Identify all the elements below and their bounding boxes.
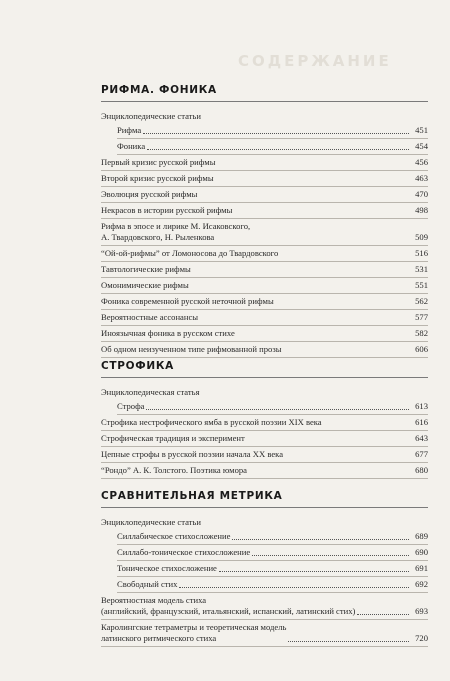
entry-title-line: Фоника <box>117 141 146 151</box>
page-number: 454 <box>415 141 428 151</box>
entry-title <box>117 563 217 574</box>
entry-title-line: Силлабическое стихосложение <box>117 531 231 541</box>
entry-title <box>101 205 411 216</box>
section-rhyme-phonics <box>101 84 428 358</box>
entry-title <box>101 433 411 444</box>
entry-title <box>117 141 145 152</box>
page-number: 643 <box>415 433 428 443</box>
toc-entry[interactable] <box>101 219 428 246</box>
page-number: 456 <box>415 157 428 167</box>
entry-title-line: Рифма в эпосе и лирике М. Исаковского, <box>101 221 251 231</box>
toc-entry[interactable] <box>101 246 428 262</box>
toc-entry[interactable] <box>101 310 428 326</box>
entry-title <box>101 417 411 428</box>
entry-title <box>117 531 230 542</box>
bleed-through-text: СОДЕРЖАНИЕ <box>238 52 392 70</box>
section-heading: СТРОФИКА <box>101 360 428 378</box>
toc-entry[interactable] <box>117 399 428 415</box>
toc-entry[interactable] <box>101 262 428 278</box>
toc-entry[interactable] <box>101 203 428 219</box>
page-number: 691 <box>415 563 428 573</box>
entry-title-line: “Ой-ой-рифмы” от Ломоносова до Твардовского <box>101 248 279 258</box>
entry-title-line: Вероятностная модель стиха <box>101 595 207 605</box>
entry-title-line: А. Твардовского, Н. Рыленкова <box>101 232 215 242</box>
entry-title-line: Свободный стих <box>117 579 178 589</box>
entry-title <box>101 189 411 200</box>
entry-title <box>117 579 177 590</box>
entry-title <box>101 264 411 275</box>
toc-entry[interactable] <box>117 561 428 577</box>
toc-entry[interactable] <box>101 415 428 431</box>
entry-title <box>117 547 250 558</box>
toc-entry[interactable] <box>101 431 428 447</box>
entry-title-line: Эволюция русской рифмы <box>101 189 198 199</box>
entry-title <box>101 157 411 168</box>
page-number: 470 <box>415 189 428 199</box>
entry-title-line: Энциклопедические статьи <box>101 111 201 121</box>
entry-title-line: Цепные строфы в русской поэзии начала XX века <box>101 449 284 459</box>
entry-title-line: Иноязычная фоника в русском стихе <box>101 328 235 338</box>
toc-entry[interactable] <box>101 294 428 310</box>
entry-title-line: “Рондо” А. К. Толстого. Поэтика юмора <box>101 465 247 475</box>
section-heading: СРАВНИТЕЛЬНАЯ МЕТРИКА <box>101 490 428 508</box>
page-number: 606 <box>415 344 428 354</box>
dot-leader <box>357 614 409 615</box>
dot-leader <box>146 409 409 410</box>
page-number: 562 <box>415 296 428 306</box>
entry-title <box>101 111 428 122</box>
entry-title-line: Тоническое стихосложение <box>117 563 217 573</box>
entry-title <box>101 296 411 307</box>
toc-entry[interactable] <box>101 342 428 358</box>
page-number: 613 <box>415 401 428 411</box>
page-number: 516 <box>415 248 428 258</box>
entry-title <box>101 280 411 291</box>
page-number: 498 <box>415 205 428 215</box>
toc-entry[interactable] <box>117 529 428 545</box>
section-comparative-metrics <box>101 490 428 647</box>
entry-title-line: Некрасов в истории русской рифмы <box>101 205 233 215</box>
entry-title-line: Строфическая традиция и эксперимент <box>101 433 245 443</box>
entry-title-line: Второй кризис русской рифмы <box>101 173 214 183</box>
entry-title-line: Тавтологические рифмы <box>101 264 191 274</box>
entry-title-line: Силлабо-тоническое стихосложение <box>117 547 251 557</box>
entry-title-line: латинского ритмического стиха <box>101 633 217 643</box>
page-number: 720 <box>415 633 428 643</box>
toc-entry[interactable] <box>117 545 428 561</box>
page-number: 680 <box>415 465 428 475</box>
toc-entry[interactable] <box>101 187 428 203</box>
page-number: 577 <box>415 312 428 322</box>
toc-entry[interactable] <box>101 155 428 171</box>
toc-entry[interactable] <box>101 109 428 123</box>
entry-title <box>101 248 411 259</box>
section-stanzaics <box>101 360 428 479</box>
entry-title <box>117 125 141 136</box>
entry-title <box>101 221 411 243</box>
entry-title <box>101 517 428 528</box>
entry-title <box>101 622 286 644</box>
entry-title <box>101 465 411 476</box>
entry-title <box>101 387 428 398</box>
entry-title <box>101 449 411 460</box>
entry-title <box>117 401 144 412</box>
dot-leader <box>232 539 409 540</box>
entry-title <box>101 344 411 355</box>
entry-title-line: Об одном неизученном типе рифмованной прозы <box>101 344 282 354</box>
dot-leader <box>288 641 409 642</box>
entry-title-line: Вероятностные ассонансы <box>101 312 199 322</box>
toc-entry[interactable] <box>117 123 428 139</box>
toc-entry[interactable] <box>101 385 428 399</box>
page-number: 693 <box>415 606 428 616</box>
entry-title-line: Рифма <box>117 125 142 135</box>
toc-entry[interactable] <box>101 447 428 463</box>
dot-leader <box>147 149 409 150</box>
page-number: 531 <box>415 264 428 274</box>
page-number: 463 <box>415 173 428 183</box>
entry-title <box>101 328 411 339</box>
page-number: 551 <box>415 280 428 290</box>
dot-leader <box>179 587 409 588</box>
entry-title-line: Первый кризис русской рифмы <box>101 157 216 167</box>
page-number: 690 <box>415 547 428 557</box>
toc-entry[interactable] <box>101 278 428 294</box>
toc-entry[interactable] <box>101 326 428 342</box>
toc-entry[interactable] <box>101 171 428 187</box>
entry-title-line: Омонимические рифмы <box>101 280 189 290</box>
toc-entry[interactable] <box>117 139 428 155</box>
page-number: 509 <box>415 232 428 242</box>
page-number: 582 <box>415 328 428 338</box>
entry-title-line: Энциклопедическая статья <box>101 387 200 397</box>
toc-entry[interactable] <box>101 593 428 620</box>
entry-title-line: Каролингские тетраметры и теоретическая модель <box>101 622 287 632</box>
dot-leader <box>252 555 409 556</box>
dot-leader <box>143 133 409 134</box>
entry-title <box>101 595 355 617</box>
dot-leader <box>219 571 409 572</box>
entry-title <box>101 312 411 323</box>
toc-entry[interactable] <box>101 463 428 479</box>
toc-entry[interactable] <box>101 620 428 647</box>
toc-entry[interactable] <box>117 577 428 593</box>
page-number: 616 <box>415 417 428 427</box>
entry-title-line: Энциклопедические статьи <box>101 517 201 527</box>
toc-entry[interactable] <box>101 515 428 529</box>
entry-title-line: Строфа <box>117 401 145 411</box>
page-number: 451 <box>415 125 428 135</box>
entry-title <box>101 173 411 184</box>
page-number: 689 <box>415 531 428 541</box>
section-heading: РИФМА. ФОНИКА <box>101 84 428 102</box>
page-number: 692 <box>415 579 428 589</box>
page-number: 677 <box>415 449 428 459</box>
entry-title-line: Фоника современной русской неточной рифмы <box>101 296 274 306</box>
entry-title-line: (английский, французский, итальянский, испанский, латинский стих) <box>101 606 356 616</box>
entry-title-line: Строфика нестрофического ямба в русской поэзии XIX века <box>101 417 322 427</box>
